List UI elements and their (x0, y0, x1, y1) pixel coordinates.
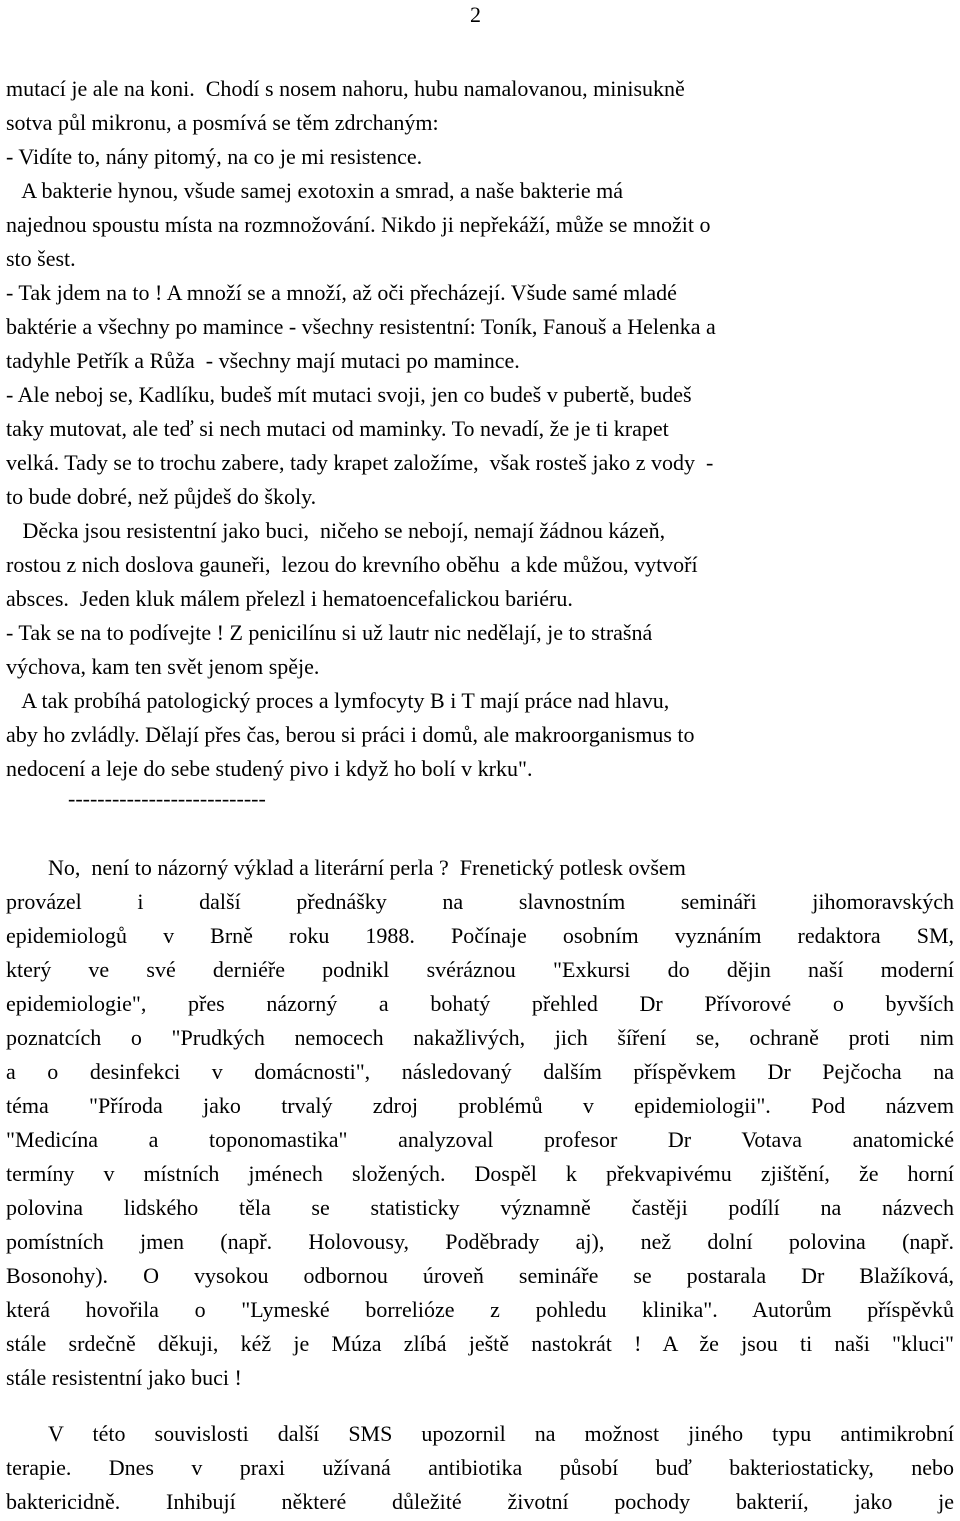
text-line: to bude dobré, než půjdeš do školy. (6, 484, 317, 509)
text-line: - Tak se na to podívejte ! Z penicilínu si už lautr nic nedělají, je to strašná (6, 620, 653, 645)
text-line: baktericidně. Inhibují některé důležité životní pochody bakterií, jako je (6, 1489, 954, 1514)
text-line: absces. Jeden kluk málem přelezl i hematoencefalickou bariéru. (6, 586, 573, 611)
text-line: stále srdečně děkuji, kéž je Múza zlíbá ještě nastokrát ! A že jsou ti naši "kluci" (6, 1331, 954, 1356)
text-line: aby ho zvládly. Dělají přes čas, berou si práci i domů, ale makroorganismus to (6, 722, 695, 747)
text-line: pomístních jmen (např. Holovousy, Poděbrady aj), než dolní polovina (např. (6, 1229, 954, 1254)
text-line: velká. Tady se to trochu zabere, tady krapet založíme, však rosteš jako z vody - (6, 450, 714, 475)
text-line: sotva půl mikronu, a posmívá se těm zdrchaným: (6, 110, 439, 135)
text-line: terapie. Dnes v praxi užívaná antibiotika působí buď bakteriostaticky, nebo (6, 1455, 954, 1480)
text-line: poznatcích o "Prudkých nemocech nakažlivých, jich šíření se, ochraně proti nim (6, 1025, 954, 1050)
text-line: epidemiologů v Brně roku 1988. Počínaje osobním vyznáním redaktora SM, (6, 923, 954, 948)
text-line: rostou z nich doslova gauneři, lezou do krevního oběhu a kde můžou, vytvoří (6, 552, 698, 577)
text-line: mutací je ale na koni. Chodí s nosem nahoru, hubu namalovanou, minisukně (6, 76, 685, 101)
story-text (6, 72, 954, 786)
text-line: polovina lidského těla se statisticky významně častěji podílí na názvech (6, 1195, 954, 1220)
text-line: A tak probíhá patologický proces a lymfocyty B i T mají práce nad hlavu, (6, 688, 670, 713)
closing-text (6, 1417, 954, 1519)
text-line: sto šest. (6, 246, 76, 271)
text-line: najednou spoustu místa na rozmnožování. Nikdo ji nepřekáží, může se množit o (6, 212, 711, 237)
text-line: provázel i další přednášky na slavnostním semináři jihomoravských (6, 889, 954, 914)
text-line: a o desinfekci v domácnosti", následovaný dalším příspěvkem Dr Pejčocha na (6, 1059, 954, 1084)
text-line: nedocení a leje do sebe studený pivo i když ho bolí v krku". (6, 756, 533, 781)
text-line: tadyhle Petřík a Růža - všechny mají mutaci po mamince. (6, 348, 520, 373)
text-line: - Ale neboj se, Kadlíku, budeš mít mutaci svoji, jen co budeš v pubertě, budeš (6, 382, 692, 407)
text-line: Bosonohy). O vysokou odbornou úroveň semináře se postarala Dr Blažíková, (6, 1263, 954, 1288)
text-line: epidemiologie", přes názorný a bohatý přehled Dr Přívorové o byvších (6, 991, 954, 1016)
text-line: A bakterie hynou, všude samej exotoxin a smrad, a naše bakterie má (6, 178, 624, 203)
text-line: - Tak jdem na to ! A množí se a množí, až oči přecházejí. Všude samé mladé (6, 280, 677, 305)
text-line: výchova, kam ten svět jenom spěje. (6, 654, 320, 679)
text-line: taky mutovat, ale teď si nech mutaci od maminky. To nevadí, že je ti krapet (6, 416, 669, 441)
text-line: baktérie a všechny po mamince - všechny resistentní: Toník, Fanouš a Helenka a (6, 314, 716, 339)
text-line: která hovořila o "Lymeské borrelióze z pohledu klinika". Autorům příspěvků (6, 1297, 954, 1322)
section-separator: --------------------------- (68, 786, 266, 811)
text-line: No, není to názorný výklad a literární perla ? Frenetický potlesk ovšem (48, 855, 686, 880)
text-line: - Vidíte to, nány pitomý, na co je mi resistence. (6, 144, 423, 169)
text-line: V této souvislosti další SMS upozornil na možnost jiného typu antimikrobní (48, 1421, 954, 1446)
report-text (6, 851, 954, 1395)
text-line: stále resistentní jako buci ! (6, 1365, 242, 1390)
text-line: který ve své derniéře podnikl svéráznou "Exkursi do dějin naší moderní (6, 957, 954, 982)
text-line: termíny v místních jménech složených. Dospěl k překvapivému zjištění, že horní (6, 1161, 954, 1186)
text-line: téma "Příroda jako trvalý zdroj problémů v epidemiologii". Pod názvem (6, 1093, 954, 1118)
text-line: Děcka jsou resistentní jako buci, ničeho se nebojí, nemají žádnou kázeň, (6, 518, 666, 543)
page-number: 2 (470, 2, 481, 27)
text-line: "Medicína a toponomastika" analyzoval profesor Dr Votava anatomické (6, 1127, 954, 1152)
